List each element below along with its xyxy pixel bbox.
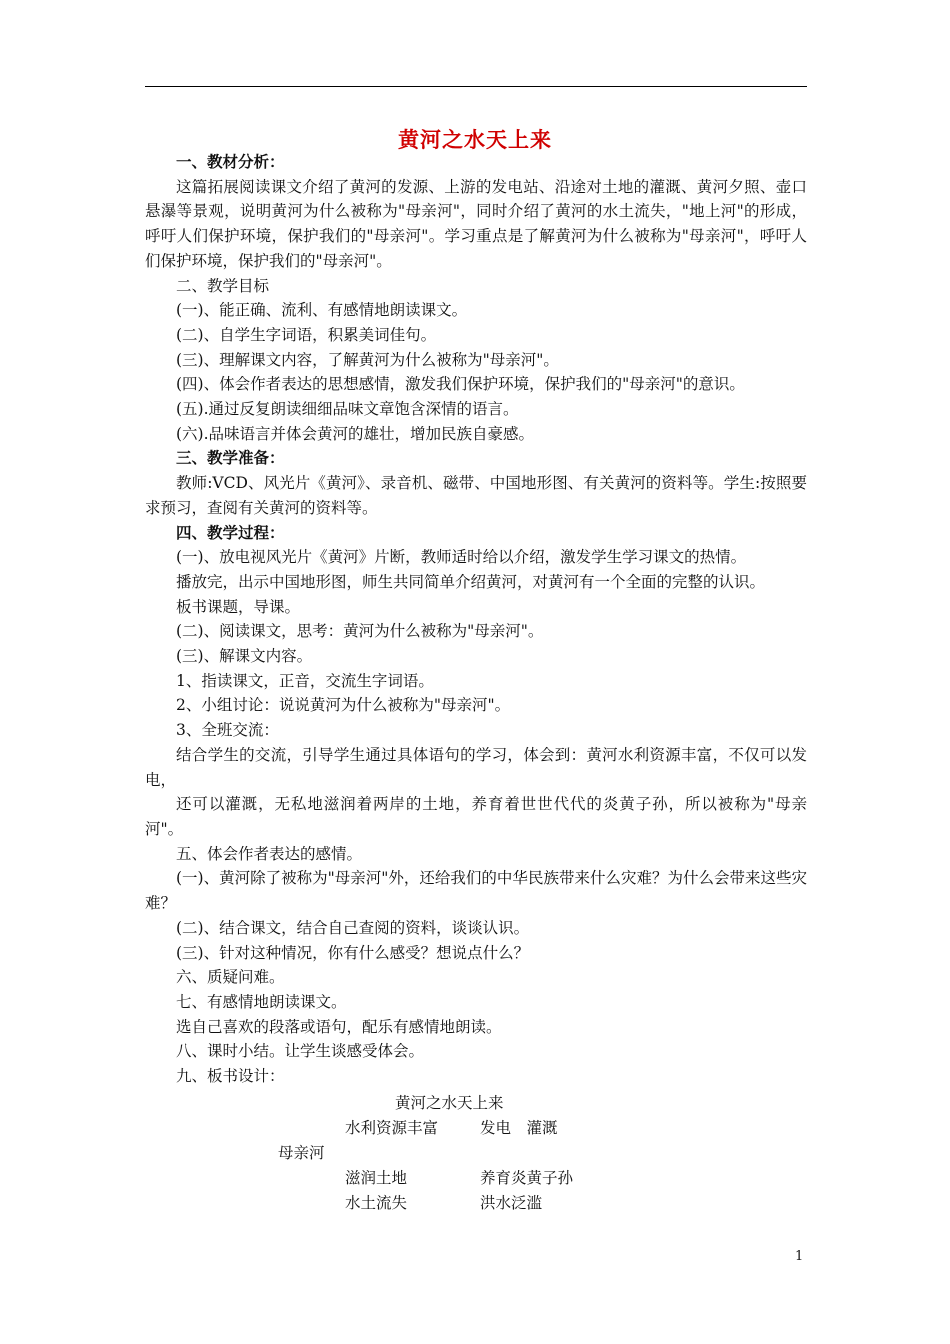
section3-heading: 三、教学准备：: [176, 448, 285, 468]
process-item: 1、指读课文，正音，交流生字词语。: [176, 671, 434, 690]
board-cell: 水土流失: [345, 1193, 408, 1212]
process-item: 3、全班交流：: [176, 721, 279, 740]
exchange-paragraph: 还可以灌溉，无私地滋润着两岸的土地，养育着世世代代的炎黄子孙，所以被称为"母亲河"。: [145, 795, 807, 838]
process-item: (二)、阅读课文，思考：黄河为什么被称为"母亲河"。: [176, 622, 544, 641]
section1-body: 这篇拓展阅读课文介绍了黄河的发源、上游的发电站、沿途对土地的灌溉、黄河夕照、壶口悬瀑等景观，说明黄河为什么被称为"母亲河"，同时介绍了黄河的水土流失，"地上河"的形成，呼吁人们保护环境，保护我们的"母亲河"。学习重点是了解黄河为什么被称为"母亲河"，呼吁人们保护环境，保护我们的"母亲河"。: [145, 177, 807, 270]
section5-heading: 五、体会作者表达的感情。: [176, 844, 363, 863]
goal-item: (四)、体会作者表达的思想感情，激发我们保护环境，保护我们的"母亲河"的意识。: [176, 375, 745, 394]
section-item: 六、质疑问难。: [176, 968, 285, 987]
section-item: 七、有感情地朗读课文。: [176, 992, 347, 1011]
board-cell: 养育炎黄子孙: [480, 1168, 574, 1187]
process-item: (一)、放电视风光片《黄河》片断，教师适时给以介绍，激发学生学习课文的热情。: [176, 548, 747, 567]
section5-item: (二)、结合课文，结合自己查阅的资料，谈谈认识。: [176, 918, 530, 937]
section5-item: (三)、针对这种情况，你有什么感受？想说点什么？: [176, 943, 530, 962]
section-item: 选自己喜欢的段落或语句，配乐有感情地朗读。: [176, 1017, 502, 1036]
goal-item: (一)、能正确、流利、有感情地朗读课文。: [176, 301, 468, 320]
process-item: 板书课题，导课。: [176, 597, 301, 616]
board-cell: 洪水泛滥: [480, 1193, 543, 1212]
section3-body: 教师:VCD、风光片《黄河》、录音机、磁带、中国地形图、有关黄河的资料等。学生:按照要求预习，查阅有关黄河的资料等。: [145, 474, 807, 517]
board-cell: 水利资源丰富: [345, 1118, 439, 1137]
goal-item: (二)、自学生字词语，积累美词佳句。: [176, 325, 437, 344]
board-cell: 滋润土地: [345, 1168, 408, 1187]
board-design: [145, 1091, 807, 1216]
process-item: 2、小组讨论：说说黄河为什么被称为"母亲河"。: [176, 696, 511, 715]
document-title: 黄河之水天上来: [398, 128, 552, 152]
board-cell: 发电 灌溉: [480, 1118, 558, 1137]
section-item: 九、板书设计：: [176, 1067, 285, 1086]
document-body: [145, 150, 807, 1216]
board-title: 黄河之水天上来: [395, 1093, 504, 1112]
goal-item: (三)、理解课文内容，了解黄河为什么被称为"母亲河"。: [176, 350, 559, 369]
page-number: 1: [795, 1249, 804, 1264]
section2-heading: 二、教学目标: [176, 276, 270, 295]
board-left-label: 母亲河: [278, 1143, 325, 1162]
process-item: (三)、解课文内容。: [176, 647, 313, 666]
section5-question: (一)、黄河除了被称为"母亲河"外，还给我们的中华民族带来什么灾难？为什么会带来这些灾难？: [145, 869, 807, 913]
process-item: 播放完，出示中国地形图，师生共同简单介绍黄河，对黄河有一个全面的完整的认识。: [176, 572, 766, 591]
section-item: 八、课时小结。让学生谈感受体会。: [176, 1042, 425, 1061]
goal-item: (五).通过反复朗读细细品味文章饱含深情的语言。: [176, 400, 519, 419]
header-rule: [145, 86, 807, 87]
goal-item: (六).品味语言并体会黄河的雄壮，增加民族自豪感。: [176, 424, 535, 443]
section4-heading: 四、教学过程：: [176, 522, 285, 542]
section1-heading: 一、教材分析：: [176, 152, 285, 171]
exchange-paragraph: 结合学生的交流，引导学生通过具体语句的学习，体会到：黄河水利资源丰富，不仅可以发电，: [145, 745, 807, 789]
